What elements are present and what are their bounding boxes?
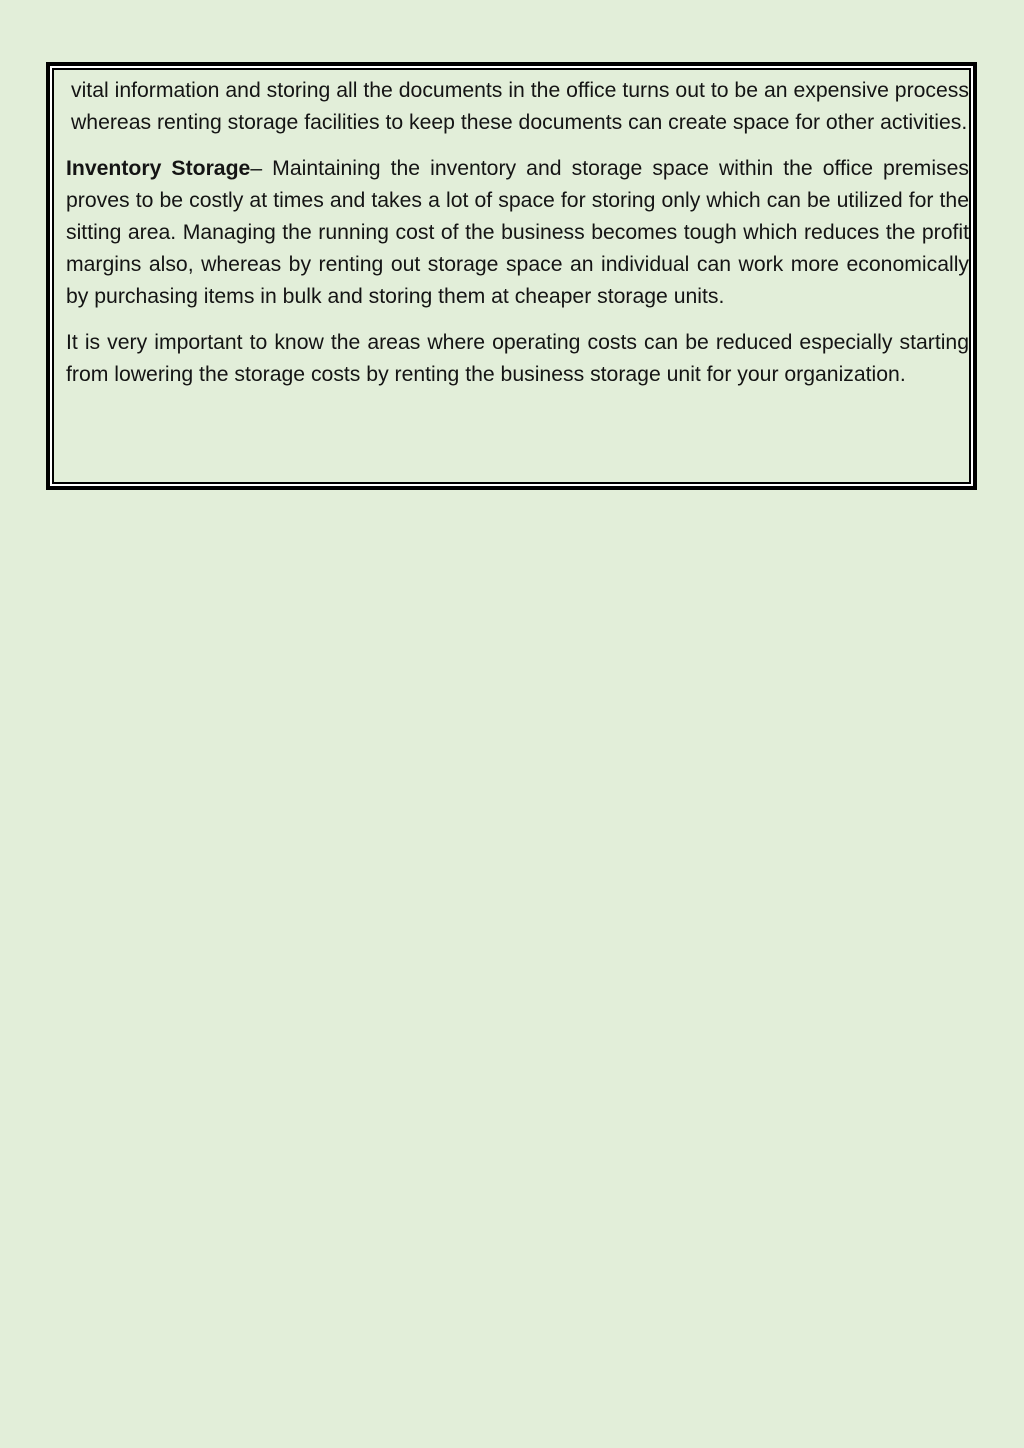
content-box xyxy=(46,62,977,490)
paragraph-inventory-storage xyxy=(66,153,969,313)
paragraph-vital-information: vital information and storing all the documents in the office turns out to be an expensive process whereas renting storage facilities to keep these documents can create space for other activities. xyxy=(71,79,969,134)
text-body xyxy=(66,75,969,405)
inventory-storage-text: – Maintaining the inventory and storage space within the office premises proves to be costly at times and takes a lot of space for storing only which can be utilized for the sitting area. Managing the running cost of the business becomes tough which reduces the profit margins also, whereas by renting out storage space an individual can work more economically by purchasing items in bulk and storing them at cheaper storage units. xyxy=(66,157,969,308)
inventory-storage-heading: Inventory Storage xyxy=(66,157,251,180)
paragraph-operating-costs: It is very important to know the areas where operating costs can be reduced especially starting from lowering the storage costs by renting the business storage unit for your organization. xyxy=(66,331,969,386)
